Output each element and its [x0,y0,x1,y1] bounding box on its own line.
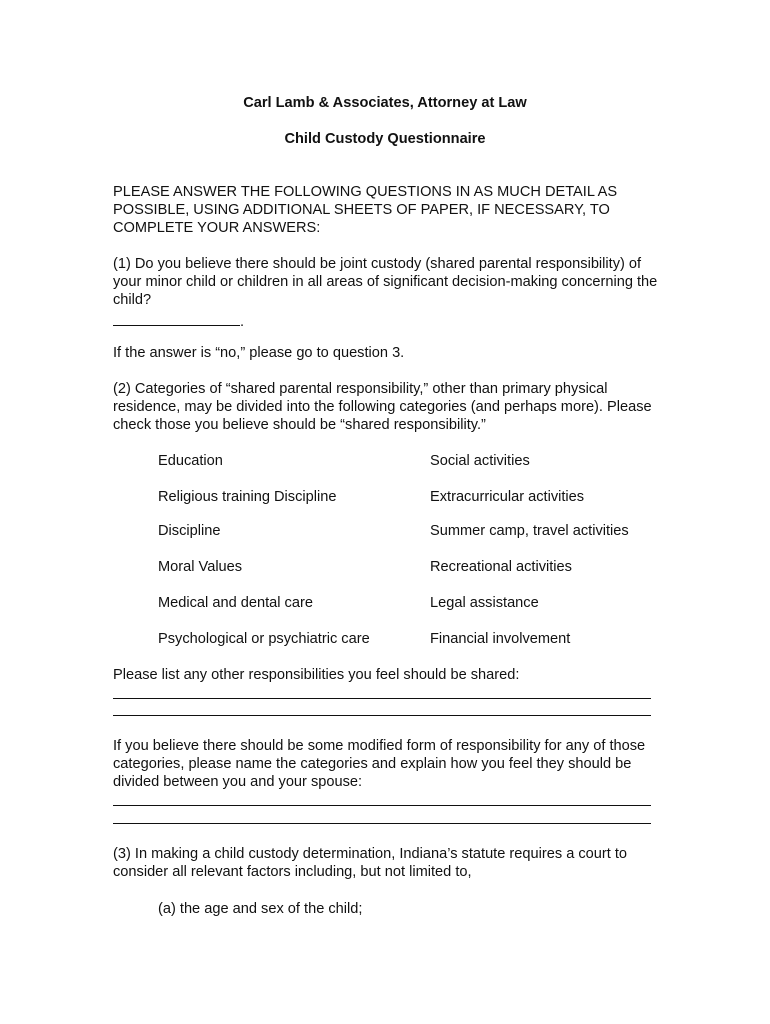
other-responsibilities-line-2[interactable] [113,715,651,716]
question-3-text: (3) In making a child custody determination, Indiana’s statute requires a court to consider all relevant factors including, but not limited to, [113,846,628,880]
category-summer-camp-travel[interactable]: Summer camp, travel activities [430,523,629,539]
intro-instructions: PLEASE ANSWER THE FOLLOWING QUESTIONS IN AS MUCH DETAIL AS POSSIBLE, USING ADDITIONAL SHEETS OF PAPER, IF NECESSARY, TO COMPLETE YOUR ANSWERS: [113,184,618,236]
firm-name: Carl Lamb & Associates, Attorney at Law [243,95,527,111]
category-financial[interactable]: Financial involvement [430,631,571,647]
question-1-answer-blank[interactable] [113,313,244,331]
category-discipline[interactable]: Discipline [158,523,221,539]
other-responsibilities-line-1[interactable] [113,698,651,699]
category-medical-dental[interactable]: Medical and dental care [158,595,313,611]
question-2-text: (2) Categories of “shared parental responsibility,” other than primary physical residence, may be divided into the following categories (and perhaps more). Please check those you believe should be “shared responsibility.” [113,381,652,433]
other-responsibilities-prompt: Please list any other responsibilities you feel should be shared: [113,667,520,683]
category-education[interactable]: Education [158,453,223,469]
modified-responsibility-prompt: If you believe there should be some modified form of responsibility for any of those categories, please name the categories and explain how you feel they should be divided between you and your spouse: [113,738,646,790]
answer-line[interactable] [113,313,240,326]
modified-responsibility-line-2[interactable] [113,823,651,824]
category-extracurricular[interactable]: Extracurricular activities [430,489,585,505]
blank-suffix: . [240,314,245,330]
category-social-activities[interactable]: Social activities [430,453,530,469]
document-title: Child Custody Questionnaire [284,131,486,147]
category-recreational[interactable]: Recreational activities [430,559,572,575]
question-1-text: (1) Do you believe there should be joint custody (shared parental responsibility) of your minor child or children in all areas of significant decision-making concerning the child? [113,256,658,308]
category-psychological[interactable]: Psychological or psychiatric care [158,631,370,647]
category-religious-training[interactable]: Religious training Discipline [158,489,337,505]
category-legal-assistance[interactable]: Legal assistance [430,595,539,611]
category-moral-values[interactable]: Moral Values [158,559,243,575]
question-1-note: If the answer is “no,” please go to question 3. [113,345,405,361]
question-3-item-a: (a) the age and sex of the child; [158,901,363,917]
modified-responsibility-line-1[interactable] [113,805,651,806]
